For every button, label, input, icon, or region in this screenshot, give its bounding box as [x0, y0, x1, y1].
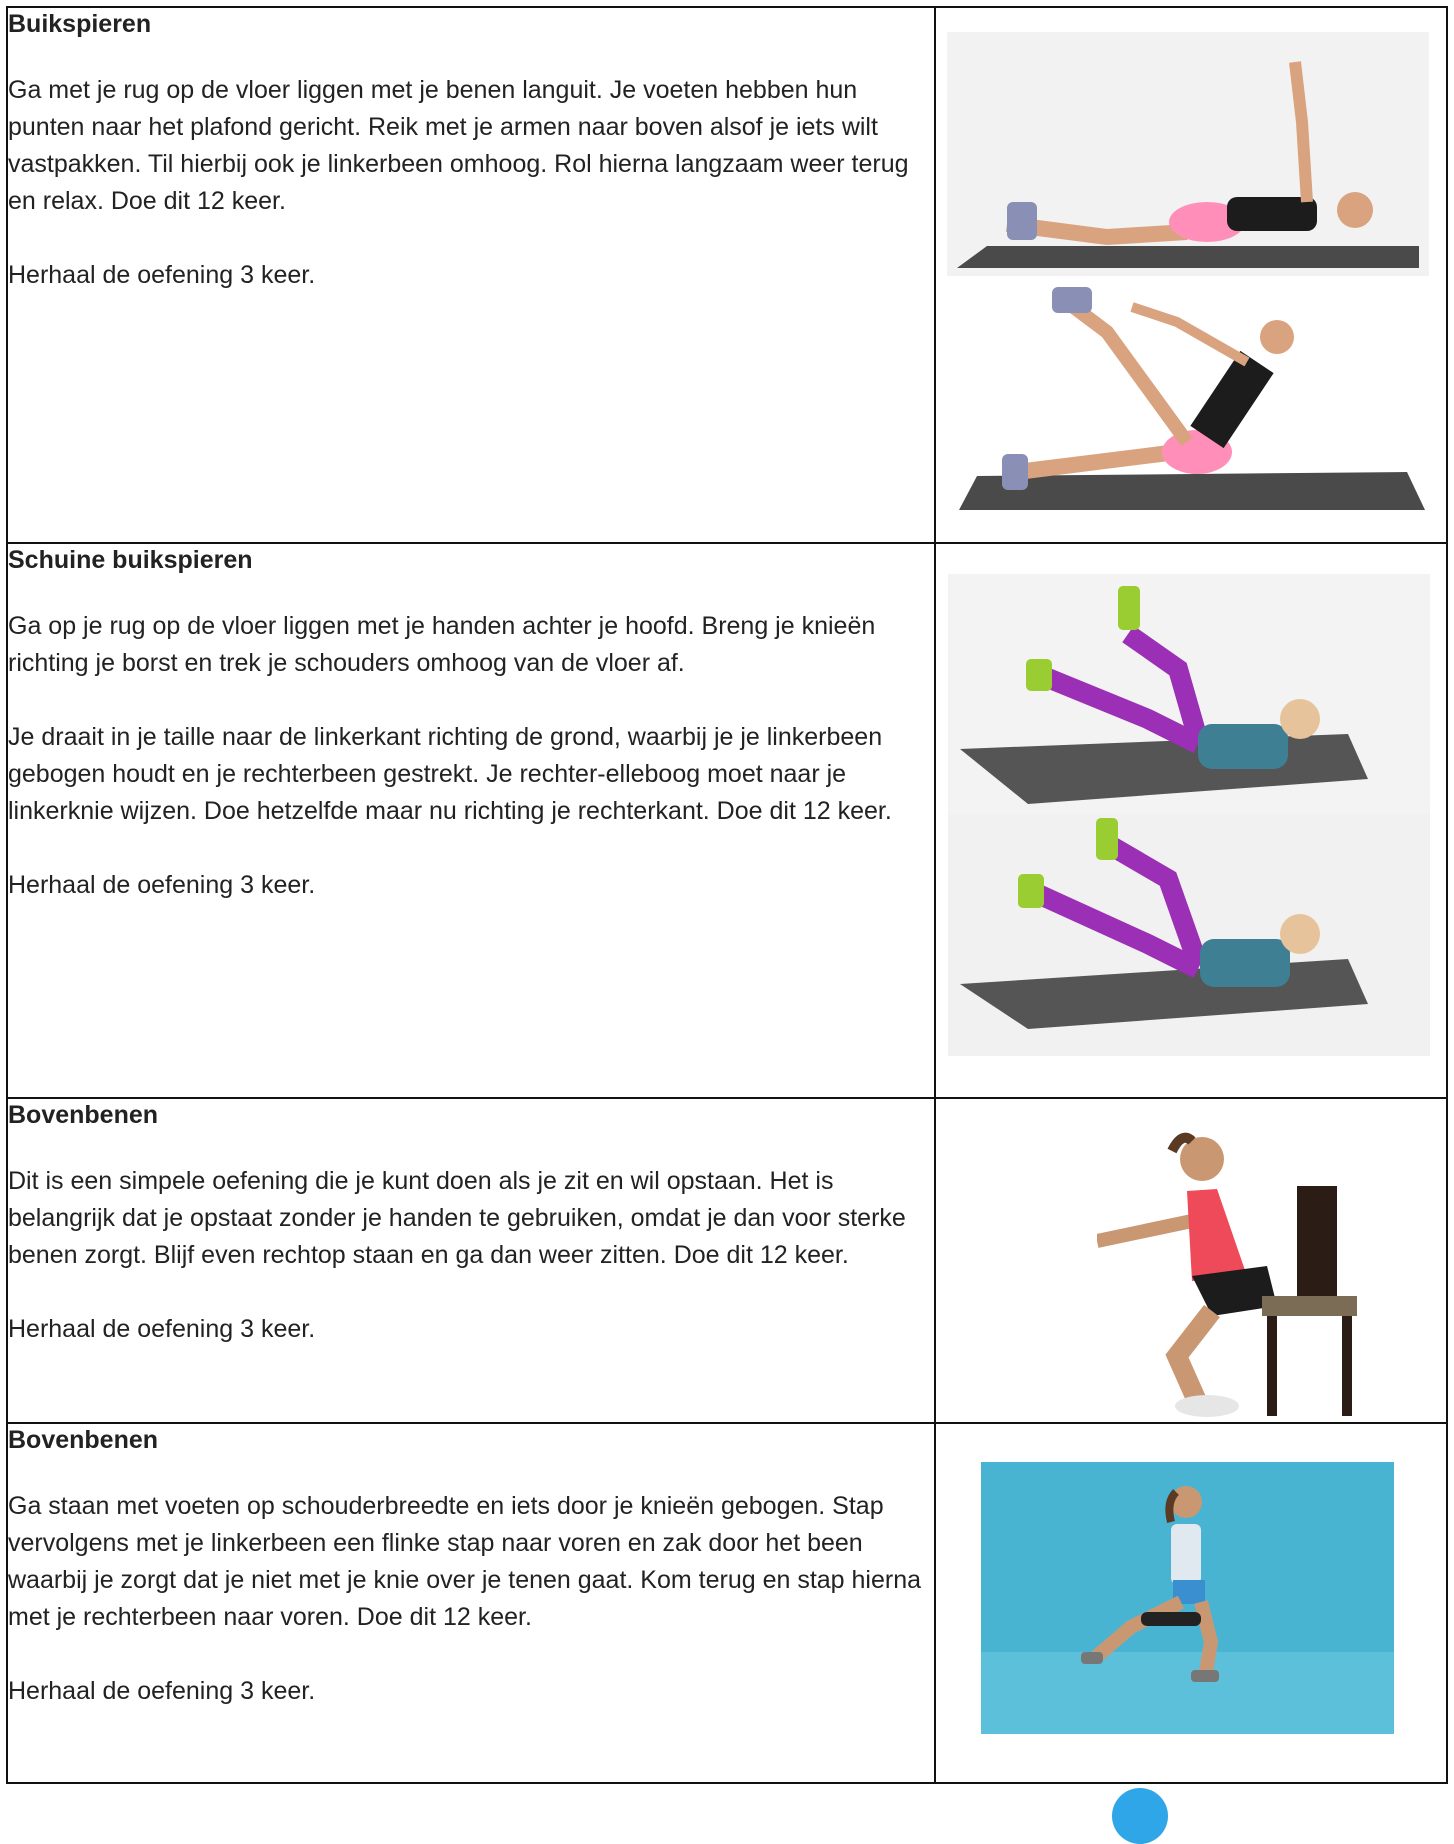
- chair-squat-photo: [1097, 1131, 1373, 1422]
- exercise-image-cell: [935, 1423, 1447, 1783]
- exercise-instructions: Dit is een simpele oefening die je kunt doen als je zit en wil opstaan. Het is belangrijk dat je opstaat zonder je handen te gebruiken, omdat je dan voor sterke benen zorgt. Blijf even rechtop staan en ga dan weer zitten. Doe dit 12 keer.: [8, 1167, 906, 1269]
- exercise-text-cell: [7, 7, 935, 543]
- exercise-instructions: Je draait in je taille naar de linkerkant richting de grond, waarbij je je linkerbeen gebogen houdt en je rechterbeen gestrekt. Je rechter-elleboog moet naar je linkerknie wijzen. Doe hetzelfde maar nu richting je rechterkant. Doe dit 12 keer.: [8, 723, 892, 825]
- exercise-instructions: Ga staan met voeten op schouderbreedte en iets door je knieën gebogen. Stap vervolgens met je linkerbeen een flinke stap naar voren en zak door het been waarbij je zorgt dat je niet met je knie over je tenen gaat. Kom terug en stap hierna met je rechterbeen naar voren. Doe dit 12 keer.: [8, 1492, 922, 1631]
- exercise-text-cell: [7, 1098, 935, 1423]
- exercise-row: [7, 7, 1447, 543]
- blue-globe-icon: [1112, 1788, 1168, 1844]
- exercise-row: [7, 1098, 1447, 1423]
- exercise-repeat-note: Herhaal de oefening 3 keer.: [8, 1315, 316, 1343]
- exercise-instructions: Ga op je rug op de vloer liggen met je handen achter je hoofd. Breng je knieën richting je borst en trek je schouders omhoog van de vloer af.: [8, 612, 876, 677]
- exercise-repeat-note: Herhaal de oefening 3 keer.: [8, 871, 316, 899]
- exercise-image-cell: [935, 7, 1447, 543]
- exercise-row: [7, 1423, 1447, 1783]
- exercise-title: Schuine buikspieren: [8, 546, 253, 574]
- exercise-table: [6, 6, 1448, 1784]
- exercise-image-cell: [935, 1098, 1447, 1423]
- exercise-instructions: Ga met je rug op de vloer liggen met je benen languit. Je voeten hebben hun punten naar het plafond gericht. Reik met je armen naar boven alsof je iets wilt vastpakken. Til hierbij ook je linkerbeen omhoog. Rol hierna langzaam weer terug en relax. Doe dit 12 keer.: [8, 76, 909, 215]
- abdominal-crunch-photo: [947, 32, 1429, 514]
- lunge-photo: [981, 1462, 1394, 1734]
- exercise-repeat-note: Herhaal de oefening 3 keer.: [8, 1677, 316, 1705]
- exercise-repeat-note: Herhaal de oefening 3 keer.: [8, 261, 316, 289]
- exercise-row: [7, 543, 1447, 1098]
- exercise-text-cell: [7, 543, 935, 1098]
- exercise-title: Bovenbenen: [8, 1101, 159, 1129]
- exercise-title: Bovenbenen: [8, 1426, 159, 1454]
- exercise-image-cell: [935, 543, 1447, 1098]
- bicycle-crunch-photo: [948, 574, 1430, 1056]
- exercise-title: Buikspieren: [8, 10, 152, 38]
- exercise-text-cell: [7, 1423, 935, 1783]
